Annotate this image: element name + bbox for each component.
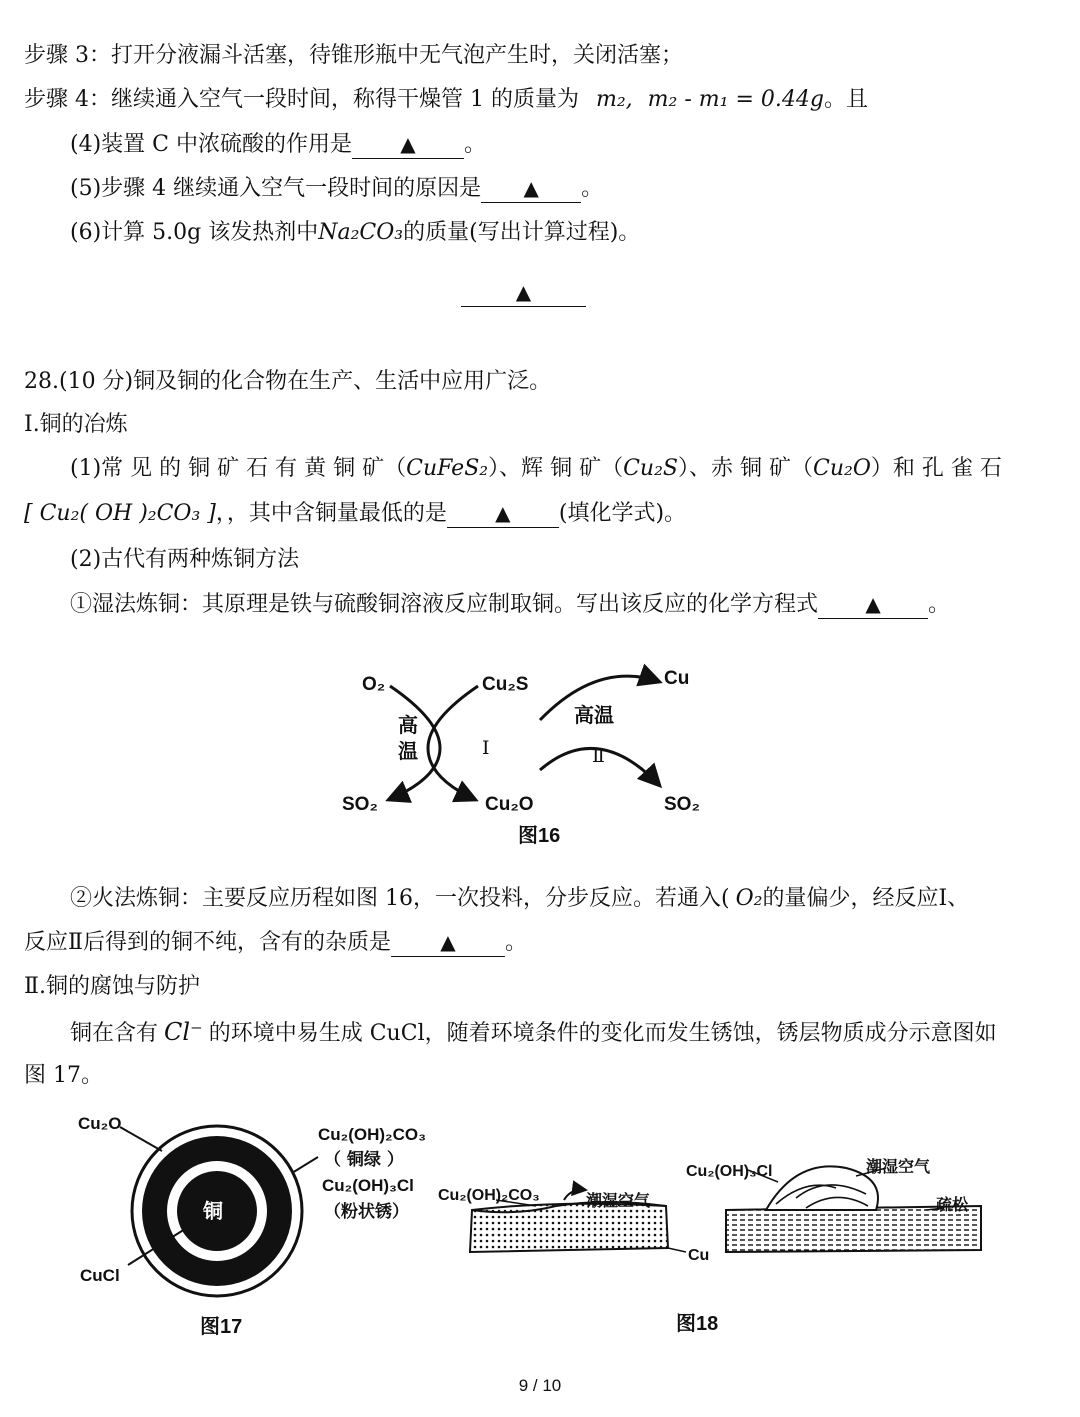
section-1-heading: Ⅰ.铜的冶炼 bbox=[24, 412, 128, 437]
label-cu2s: Cu₂S bbox=[482, 674, 529, 695]
answer-blank-q5[interactable] bbox=[481, 175, 581, 203]
step3-text: 步骤 3：打开分液漏斗活塞，待锥形瓶中无气泡产生时，关闭活塞； bbox=[24, 43, 683, 68]
figure-18-diagram bbox=[436, 1148, 986, 1348]
answer-mark: ▲ bbox=[523, 176, 539, 200]
label-verdigris: （ 铜绿 ） bbox=[324, 1150, 404, 1170]
q2-2-text: ②火法炼铜：主要反应历程如图 16，一次投料，分步反应。若通入( bbox=[70, 886, 730, 911]
label-malachite-18: Cu₂(OH)₂CO₃ bbox=[438, 1187, 540, 1204]
q1-text: ）、赤 铜 矿（ bbox=[678, 456, 813, 481]
leader-cu2o bbox=[120, 1127, 162, 1151]
answer-mark: ▲ bbox=[440, 930, 456, 954]
label-cucl: CuCl bbox=[80, 1266, 120, 1285]
q1-text-end: (填化学式)。 bbox=[558, 501, 687, 526]
step4-m2: m₂, bbox=[595, 87, 633, 112]
answer-blank-q4[interactable] bbox=[352, 131, 464, 159]
q6-formula: Na₂CO₃ bbox=[318, 220, 404, 245]
q2-text: (2)古代有两种炼铜方法 bbox=[70, 547, 300, 572]
label-powdery-rust: （粉状锈） bbox=[324, 1202, 409, 1222]
label-copper: 铜 bbox=[203, 1199, 223, 1223]
arrow-humid-air-left bbox=[564, 1190, 586, 1200]
label-o2: O₂ bbox=[362, 674, 386, 695]
copper-block-left bbox=[470, 1204, 668, 1252]
label-reaction-2: Ⅱ bbox=[592, 745, 605, 767]
formula-cu2s: Cu₂S bbox=[623, 456, 678, 481]
q2-2-text: 的量偏少，经反应Ⅰ、 bbox=[762, 886, 970, 911]
answer-mark: ▲ bbox=[515, 280, 532, 304]
q2-1-line bbox=[70, 590, 950, 620]
figure-17-diagram bbox=[70, 1105, 440, 1345]
label-so2-left: SO₂ bbox=[342, 794, 378, 815]
answer-blank-q1[interactable] bbox=[447, 500, 559, 528]
period: 。 bbox=[463, 132, 486, 157]
q1-text: ，，其中含铜量最低的是 bbox=[215, 501, 447, 526]
period: 。 bbox=[928, 592, 951, 617]
figure-16-diagram bbox=[330, 660, 720, 860]
answer-blank-q6[interactable] bbox=[461, 279, 586, 307]
label-cu2oh3cl: Cu₂(OH)₃Cl bbox=[322, 1176, 414, 1195]
q6-line bbox=[70, 218, 640, 248]
q2-2-line-2 bbox=[24, 928, 527, 958]
label-malachite: Cu₂(OH)₂CO₃ bbox=[318, 1125, 426, 1144]
step4-text: 步骤 4：继续通入空气一段时间，称得干燥管 1 的质量为 bbox=[24, 87, 579, 112]
label-humid-air-right: 潮湿空气 bbox=[866, 1157, 931, 1176]
step4-equation: m₂ - m₁ = 0.44g bbox=[647, 87, 824, 112]
period: 。 bbox=[581, 176, 604, 201]
q4-line bbox=[70, 130, 486, 160]
label-cu2oh3cl-18: Cu₂(OH)₃Cl bbox=[686, 1163, 773, 1180]
q1-line bbox=[70, 454, 1002, 484]
answer-mark: ▲ bbox=[865, 592, 881, 616]
q5-line bbox=[70, 174, 603, 204]
label-cu-18: Cu bbox=[688, 1247, 710, 1264]
answer-mark: ▲ bbox=[400, 132, 416, 156]
q6-answer-line bbox=[461, 278, 586, 308]
step4-line bbox=[24, 85, 868, 115]
caption-fig17: 图17 bbox=[200, 1316, 243, 1338]
caption-fig18: 图18 bbox=[676, 1313, 719, 1335]
q6-text-end: 的质量(写出计算过程)。 bbox=[403, 220, 641, 245]
q2-2-text: 反应Ⅱ后得到的铜不纯，含有的杂质是 bbox=[24, 930, 391, 955]
paragraph-text-end: 图 17。 bbox=[24, 1063, 103, 1088]
q4-text: (4)装置 C 中浓硫酸的作用是 bbox=[70, 132, 352, 157]
formula-cu2o: Cu₂O bbox=[813, 456, 871, 481]
label-so2-right: SO₂ bbox=[664, 794, 700, 815]
answer-blank-q2-2[interactable] bbox=[391, 929, 505, 957]
label-loose: 疏松 bbox=[936, 1195, 969, 1214]
paragraph-line bbox=[70, 1017, 997, 1049]
q1-text: ）和 孔 雀 石 bbox=[870, 456, 1002, 481]
q6-text: (6)计算 5.0g 该发热剂中 bbox=[70, 220, 319, 245]
q5-text: (5)步骤 4 继续通入空气一段时间的原因是 bbox=[70, 176, 482, 201]
q28-title: 28.(10 分)铜及铜的化合物在生产、生活中应用广泛。 bbox=[24, 369, 552, 394]
paragraph-text: 的环境中易生成 CuCl，随着环境条件的变化而发生锈蚀，锈层物质成分示意图如 bbox=[208, 1021, 997, 1046]
formula-malachite: [ Cu₂( OH )₂CO₃ ] bbox=[24, 501, 216, 526]
label-gao: 高 bbox=[398, 713, 418, 737]
leader-cu bbox=[668, 1248, 686, 1252]
label-cu2o: Cu₂O bbox=[78, 1114, 122, 1133]
answer-mark: ▲ bbox=[495, 501, 511, 525]
label-reaction-1: Ⅰ bbox=[482, 737, 490, 759]
period: 。 bbox=[504, 930, 527, 955]
leader-outer bbox=[292, 1157, 318, 1173]
section-2-heading: Ⅱ.铜的腐蚀与防护 bbox=[24, 974, 200, 999]
label-cu: Cu bbox=[664, 668, 690, 689]
step4-end: 。且 bbox=[823, 87, 868, 112]
q2-1-text: ①湿法炼铜：其原理是铁与硫酸铜溶液反应制取铜。写出该反应的化学方程式 bbox=[70, 592, 819, 617]
label-humid-air-left: 潮湿空气 bbox=[586, 1191, 651, 1210]
label-cu2o: Cu₂O bbox=[485, 794, 534, 815]
paragraph-text: 铜在含有 bbox=[70, 1021, 159, 1046]
formula-cl: Cl⁻ bbox=[164, 1018, 203, 1046]
page-number: 9 / 10 bbox=[518, 1376, 562, 1395]
arrow-cu2s-to-cu2o bbox=[428, 686, 478, 800]
answer-blank-q2-1[interactable] bbox=[818, 591, 928, 619]
q1-text: ）、辉 铜 矿（ bbox=[488, 456, 624, 481]
label-gaowen: 高温 bbox=[574, 703, 614, 727]
formula-o2: O₂ bbox=[735, 886, 763, 911]
label-wen: 温 bbox=[398, 739, 418, 763]
formula-cufes2: CuFeS₂ bbox=[406, 456, 489, 481]
q1-line-2 bbox=[24, 499, 686, 529]
q2-2-line bbox=[70, 884, 969, 914]
caption-fig16: 图16 bbox=[518, 825, 561, 847]
q1-text: (1)常 见 的 铜 矿 石 有 黄 铜 矿（ bbox=[70, 456, 407, 481]
